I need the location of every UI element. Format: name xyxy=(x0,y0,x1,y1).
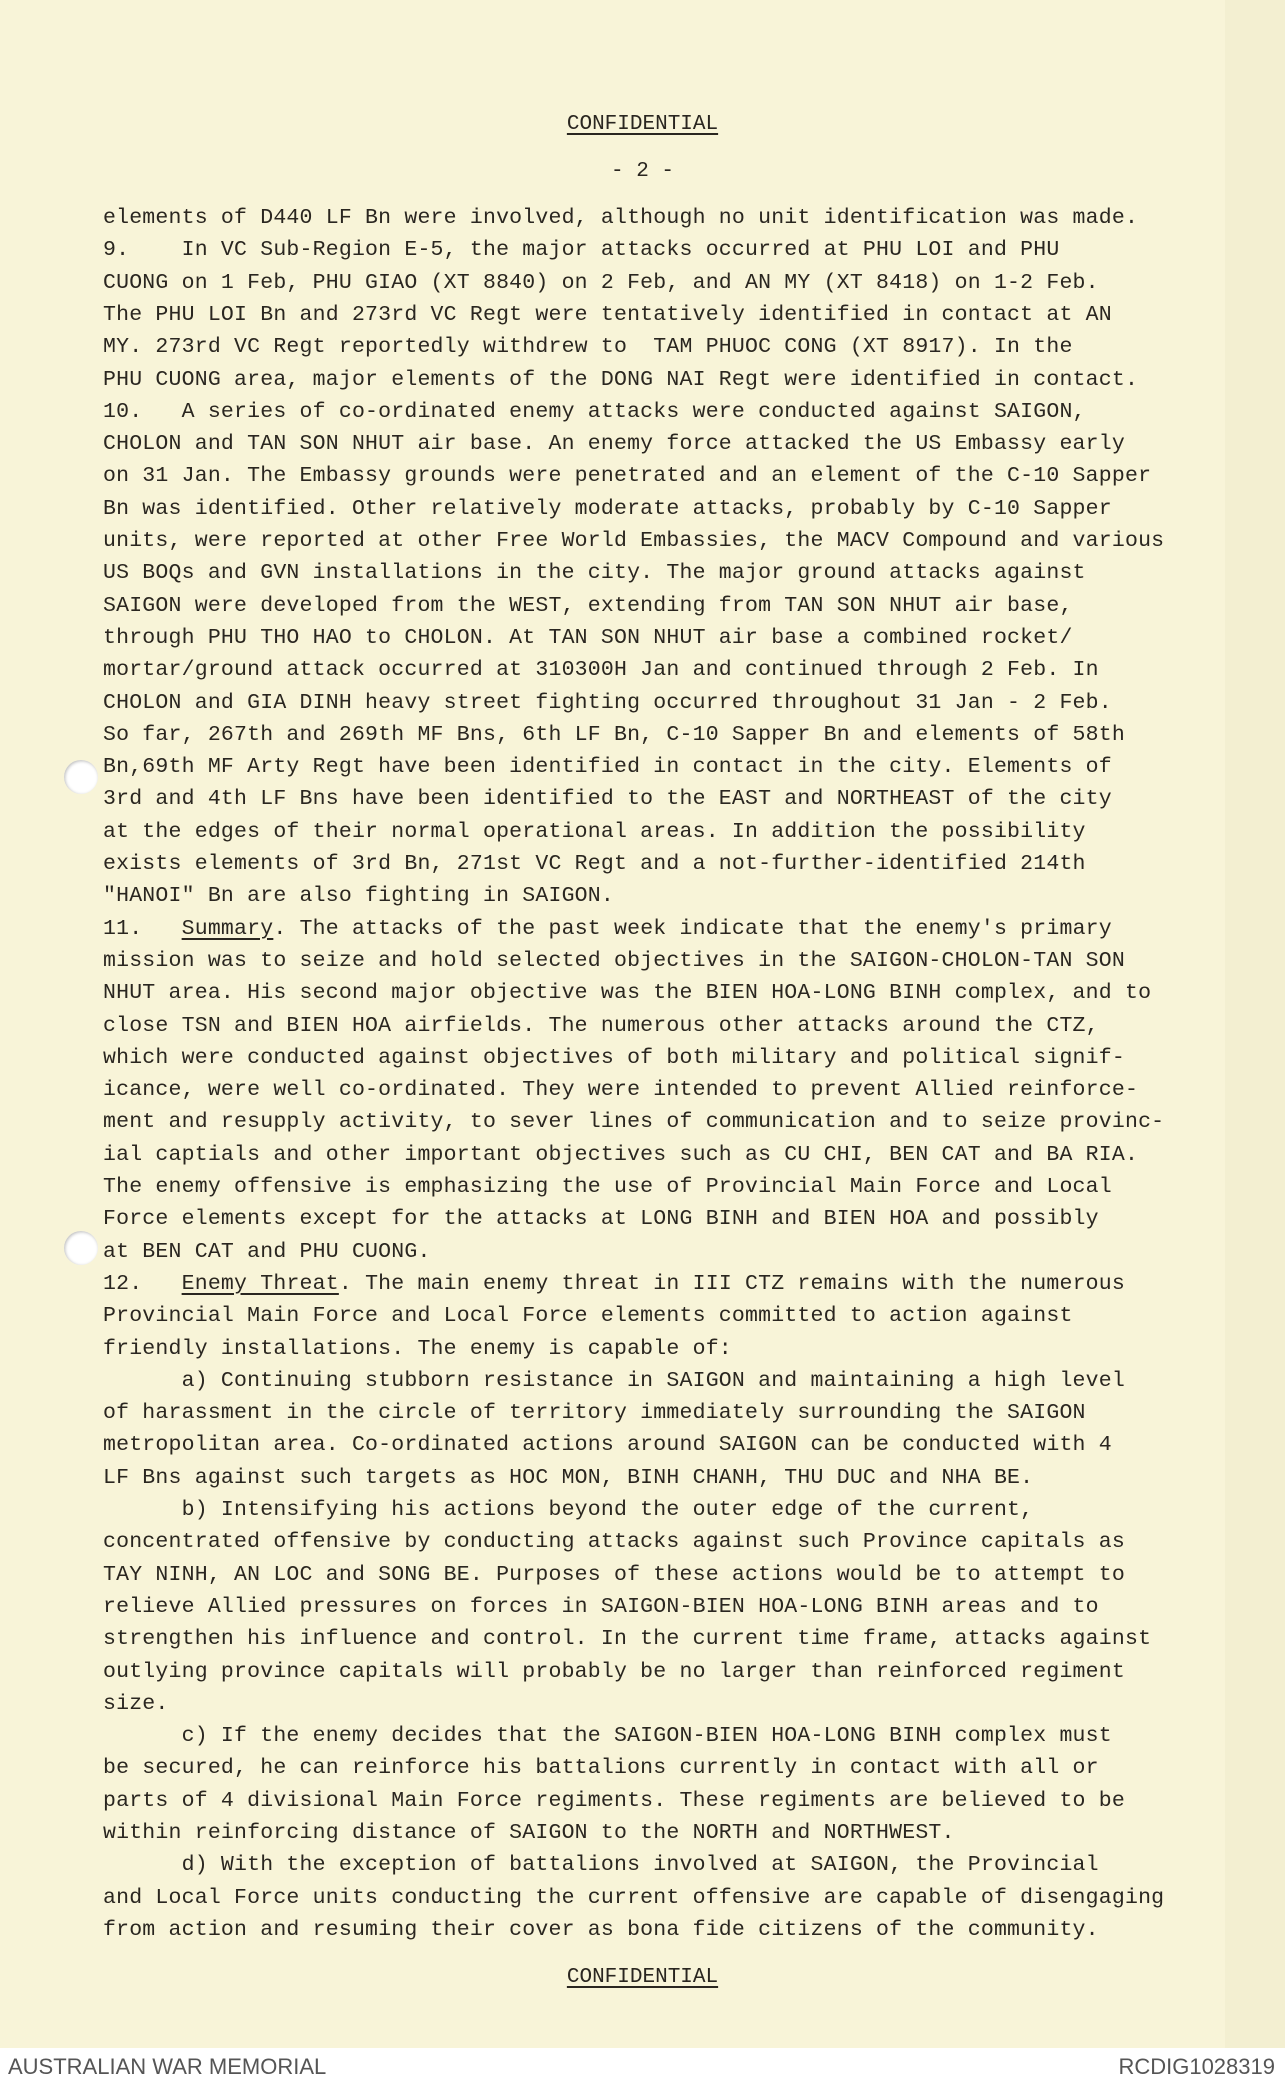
text-line xyxy=(103,1821,955,1845)
text-segment: icance, were well co-ordinated. They were intended to prevent Allied reinforce- xyxy=(103,1078,1139,1103)
text-segment: 10. A series of co-ordinated enemy attacks were conducted against SAIGON, xyxy=(103,399,1086,424)
text-segment: Provincial Main Force and Local Force elements committed to action against xyxy=(103,1304,1073,1329)
text-line xyxy=(103,755,1112,779)
text-segment: relieve Allied pressures on forces in SAIGON-BIEN HOA-LONG BINH areas and to xyxy=(103,1594,1099,1619)
text-segment: . The main enemy threat in III CTZ remains with the numerous xyxy=(338,1271,1125,1296)
text-line xyxy=(103,1272,1125,1296)
text-line xyxy=(103,432,1125,456)
text-segment: friendly installations. The enemy is capable of: xyxy=(103,1336,732,1361)
text-line xyxy=(103,1595,1099,1619)
text-segment: a) Continuing stubborn resistance in SAIGON and maintaining a high level xyxy=(103,1368,1125,1393)
text-segment: CHOLON and TAN SON NHUT air base. An enemy force attacked the US Embassy early xyxy=(103,432,1125,457)
text-line xyxy=(103,303,1112,327)
text-segment: from action and resuming their cover as bona fide citizens of the community. xyxy=(103,1917,1099,1942)
text-line xyxy=(103,1692,169,1716)
text-segment: 12. xyxy=(103,1271,182,1296)
text-segment: The enemy offensive is emphasizing the use of Provincial Main Force and Local xyxy=(103,1175,1112,1199)
text-line xyxy=(103,1756,1099,1780)
text-line xyxy=(103,238,1059,262)
text-segment: b) Intensifying his actions beyond the outer edge of the current, xyxy=(103,1498,1034,1522)
text-line xyxy=(103,981,1151,1005)
text-segment: of harassment in the circle of territory immediately surrounding the SAIGON xyxy=(103,1401,1086,1426)
archive-reference: RCDIG1028319 xyxy=(1118,2054,1275,2079)
text-segment: be secured, he can reinforce his battalions currently in contact with all or xyxy=(103,1756,1099,1781)
text-line xyxy=(103,1563,1125,1587)
text-line xyxy=(103,1789,1125,1813)
text-segment: US BOQs and GVN installations in the city. The major ground attacks against xyxy=(103,561,1086,586)
text-line xyxy=(103,1498,1033,1522)
text-segment: So far, 267th and 269th MF Bns, 6th LF Bn, C-10 Sapper Bn and elements of 58th xyxy=(103,722,1125,747)
text-line xyxy=(103,271,1099,295)
text-line xyxy=(103,1369,1125,1393)
text-segment: mortar/ground attack occurred at 310300H Jan and continued through 2 Feb. In xyxy=(103,658,1099,683)
text-segment: ment and resupply activity, to sever lines of communication and to seize provinc- xyxy=(103,1110,1165,1135)
text-segment: on 31 Jan. The Embassy grounds were penetrated and an element of the C-10 Sapper xyxy=(103,464,1152,489)
text-line xyxy=(103,1660,1125,1684)
text-line xyxy=(103,400,1086,424)
text-segment: elements of D440 LF Bn were involved, although no unit identification was made. xyxy=(103,206,1139,230)
text-segment: LF Bns against such targets as HOC MON, BINH CHANH, THU DUC and NHA BE. xyxy=(103,1465,1034,1490)
text-segment: at BEN CAT and PHU CUONG. xyxy=(103,1239,431,1264)
text-segment: TAY NINH, AN LOC and SONG BE. Purposes of these actions would be to attempt to xyxy=(103,1562,1125,1587)
text-segment: within reinforcing distance of SAIGON to the NORTH and NORTHWEST. xyxy=(103,1821,955,1845)
text-segment: size. xyxy=(103,1691,169,1716)
text-segment: d) With the exception of battalions involved at SAIGON, the Provincial xyxy=(103,1853,1099,1878)
text-segment: PHU CUONG area, major elements of the DONG NAI Regt were identified in contact. xyxy=(103,367,1139,392)
text-segment: strengthen his influence and control. In the current time frame, attacks against xyxy=(103,1627,1152,1652)
text-line xyxy=(103,820,1086,844)
text-segment: through PHU THO HAO to CHOLON. At TAN SON NHUT air base a combined rocket/ xyxy=(103,625,1073,650)
text-line xyxy=(103,1175,1112,1199)
text-segment: "HANOI" Bn are also fighting in SAIGON. xyxy=(103,884,614,909)
text-line xyxy=(103,691,1112,715)
text-segment: . The attacks of the past week indicate that the enemy's primary xyxy=(273,916,1112,941)
classification-header-text: CONFIDENTIAL xyxy=(566,113,719,136)
text-line xyxy=(103,723,1125,747)
text-segment: CUONG on 1 Feb, PHU GIAO (XT 8840) on 2 Feb, and AN MY (XT 8418) on 1-2 Feb. xyxy=(103,270,1099,295)
text-segment: exists elements of 3rd Bn, 271st VC Regt and a not-further-identified 214th xyxy=(103,852,1086,876)
text-line xyxy=(103,884,614,908)
text-line xyxy=(103,1046,1125,1070)
text-segment: c) If the enemy decides that the SAIGON-BIEN HOA-LONG BINH complex must xyxy=(103,1724,1112,1749)
classification-footer xyxy=(0,1966,1285,1989)
text-segment: The PHU LOI Bn and 273rd VC Regt were tentatively identified in contact at AN xyxy=(103,302,1112,327)
text-line xyxy=(103,1304,1073,1328)
text-line xyxy=(103,787,1112,811)
text-line xyxy=(103,1207,1099,1231)
text-line xyxy=(103,368,1138,392)
text-line xyxy=(103,1853,1099,1877)
text-line xyxy=(103,497,1112,521)
text-segment: parts of 4 divisional Main Force regiments. These regiments are believed to be xyxy=(103,1788,1125,1813)
text-line xyxy=(103,1110,1164,1134)
text-line xyxy=(103,1886,1164,1910)
text-line xyxy=(103,1240,431,1264)
text-segment: NHUT area. His second major objective was the BIEN HOA-LONG BINH complex, and to xyxy=(103,981,1152,1006)
paper-edge xyxy=(1225,0,1285,2048)
text-segment: Bn,69th MF Arty Regt have been identified in contact in the city. Elements of xyxy=(103,755,1112,780)
text-line xyxy=(103,1918,1099,1942)
text-line xyxy=(103,1433,1112,1457)
text-segment: 3rd and 4th LF Bns have been identified to the EAST and NORTHEAST of the city xyxy=(103,787,1112,812)
text-line xyxy=(103,1078,1138,1102)
text-segment: and Local Force units conducting the current offensive are capable of disengaging xyxy=(103,1885,1165,1910)
text-segment: mission was to seize and hold selected objectives in the SAIGON-CHOLON-TAN SON xyxy=(103,948,1125,973)
text-line xyxy=(103,1466,1033,1490)
text-segment: concentrated offensive by conducting attacks against such Province capitals as xyxy=(103,1530,1125,1555)
text-line xyxy=(103,1143,1138,1167)
text-segment: Bn was identified. Other relatively moderate attacks, probably by C-10 Sapper xyxy=(103,496,1112,521)
text-line xyxy=(103,1014,1099,1038)
text-line xyxy=(103,1401,1086,1425)
text-segment: 9. In VC Sub-Region E-5, the major attacks occurred at PHU LOI and PHU xyxy=(103,238,1060,263)
section-heading: Enemy Threat xyxy=(181,1271,339,1296)
classification-header xyxy=(0,113,1285,136)
section-heading: Summary xyxy=(181,916,274,941)
page-number: - 2 - xyxy=(610,160,674,183)
archive-institution: AUSTRALIAN WAR MEMORIAL xyxy=(8,2054,327,2079)
text-line xyxy=(103,206,1138,230)
text-line xyxy=(103,1724,1112,1748)
text-segment: units, were reported at other Free World Embassies, the MACV Compound and various xyxy=(103,529,1165,553)
text-segment: SAIGON were developed from the WEST, extending from TAN SON NHUT air base, xyxy=(103,593,1073,618)
text-line xyxy=(103,561,1086,585)
text-segment: at the edges of their normal operational areas. In addition the possibility xyxy=(103,819,1086,844)
text-segment: ial captials and other important objectives such as CU CHI, BEN CAT and BA RIA. xyxy=(103,1142,1139,1167)
text-segment: which were conducted against objectives of both military and political signif- xyxy=(103,1045,1125,1070)
text-segment: 11. xyxy=(103,916,182,941)
text-line xyxy=(103,529,1164,553)
text-line xyxy=(103,658,1099,682)
text-line xyxy=(103,852,1086,876)
text-line xyxy=(103,464,1151,488)
text-segment: close TSN and BIEN HOA airfields. The numerous other attacks around the CTZ, xyxy=(103,1013,1099,1038)
punch-hole xyxy=(64,1231,98,1265)
text-line xyxy=(103,335,1073,359)
punch-hole xyxy=(64,760,98,794)
text-segment: metropolitan area. Co-ordinated actions around SAIGON can be conducted with 4 xyxy=(103,1433,1112,1458)
text-line xyxy=(103,1530,1125,1554)
text-line xyxy=(103,1337,732,1361)
text-line xyxy=(103,626,1073,650)
text-segment: Force elements except for the attacks at LONG BINH and BIEN HOA and possibly xyxy=(103,1207,1099,1232)
text-segment: outlying province capitals will probably be no larger than reinforced regiment xyxy=(103,1659,1125,1684)
archive-footer xyxy=(0,2048,1285,2082)
text-line xyxy=(103,917,1112,941)
text-line xyxy=(103,1627,1151,1651)
text-line xyxy=(103,594,1073,618)
text-line xyxy=(103,949,1125,973)
classification-footer-text: CONFIDENTIAL xyxy=(566,1966,719,1989)
text-segment: MY. 273rd VC Regt reportedly withdrew to TAM PHUOC CONG (XT 8917). In the xyxy=(103,335,1073,360)
text-segment: CHOLON and GIA DINH heavy street fighting occurred throughout 31 Jan - 2 Feb. xyxy=(103,690,1112,715)
